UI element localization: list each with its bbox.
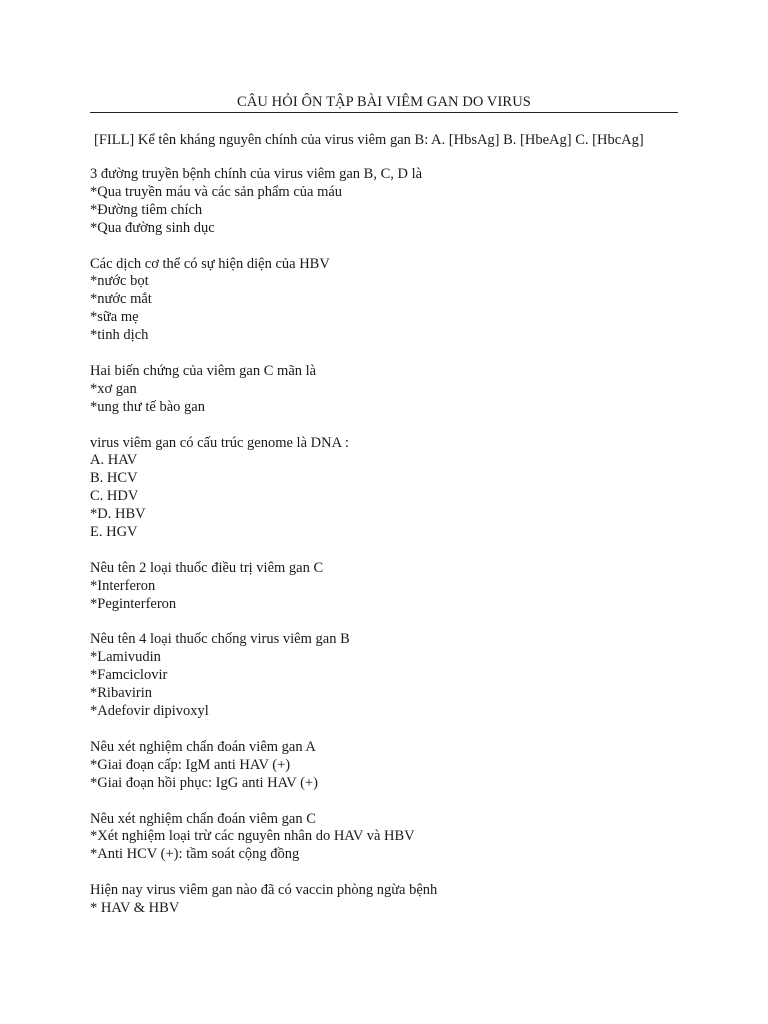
question-text: Nêu xét nghiệm chẩn đoán viêm gan C	[90, 810, 316, 827]
question-block	[90, 882, 690, 918]
question-text: 3 đường truyền bệnh chính của virus viêm gan B, C, D là	[90, 166, 423, 182]
question-text: virus viêm gan có cấu trúc genome là DNA :	[90, 434, 349, 451]
answer-item: *nước bọt	[90, 273, 149, 290]
document-title: CÂU HỎI ÔN TẬP BÀI VIÊM GAN DO VIRUS	[237, 94, 531, 110]
question-block	[90, 811, 690, 865]
question-text: Hiện nay virus viêm gan nào đã có vaccin phòng ngừa bệnh	[90, 882, 438, 899]
answer-item: *Đường tiêm chích	[90, 201, 203, 218]
fill-question: [FILL] Kể tên kháng nguyên chính của virus viêm gan B: A. [HbsAg] B. [HbeAg] C. [HbcAg]	[94, 132, 644, 148]
question-block	[90, 435, 690, 542]
answer-item: *Ribavirin	[90, 685, 153, 702]
question-block	[90, 256, 690, 346]
answer-item: *Lamivudin	[90, 649, 161, 666]
answer-item: B. HCV	[90, 470, 138, 487]
answer-item: *xơ gan	[90, 380, 137, 397]
question-text: Nêu xét nghiệm chẩn đoán viêm gan A	[90, 738, 316, 755]
answer-item: *Giai đoạn hồi phục: IgG anti HAV (+)	[90, 774, 318, 791]
answer-item: *D. HBV	[90, 506, 146, 523]
answer-item: *nước mắt	[90, 291, 152, 308]
answer-item: *Giai đoạn cấp: IgM anti HAV (+)	[90, 756, 291, 773]
answer-item: *Adefovir dipivoxyl	[90, 703, 209, 720]
question-text: Hai biến chứng của viêm gan C mãn là	[90, 362, 317, 379]
answer-item: C. HDV	[90, 488, 139, 505]
answer-item: A. HAV	[90, 452, 138, 469]
answer-item: *Peginterferon	[90, 595, 177, 612]
answer-item: *Anti HCV (+): tầm soát cộng đồng	[90, 846, 300, 863]
answer-item: *Famciclovir	[90, 667, 168, 684]
answer-item: E. HGV	[90, 524, 138, 541]
answer-item: *Qua truyền máu và các sản phẩm của máu	[90, 183, 343, 200]
title-underline	[90, 112, 678, 113]
answer-item: *ung thư tế bào gan	[90, 398, 205, 415]
question-block	[90, 560, 690, 614]
question-block	[90, 166, 690, 238]
question-text: Nêu tên 4 loại thuốc chống virus viêm gan B	[90, 631, 350, 648]
question-block	[90, 739, 690, 793]
question-text: Nêu tên 2 loại thuốc điều trị viêm gan C	[90, 559, 324, 576]
answer-item: *Qua đường sinh dục	[90, 219, 215, 236]
answer-item: *sữa mẹ	[90, 309, 139, 326]
answer-item: *Interferon	[90, 577, 156, 594]
answer-item: *Xét nghiệm loại trừ các nguyên nhân do HAV và HBV	[90, 828, 415, 845]
answer-item: * HAV & HBV	[90, 900, 180, 917]
question-text: Các dịch cơ thể có sự hiện diện của HBV	[90, 255, 330, 272]
answer-item: *tinh dịch	[90, 327, 149, 344]
question-block	[90, 631, 690, 721]
question-list	[90, 166, 690, 936]
question-block	[90, 363, 690, 417]
